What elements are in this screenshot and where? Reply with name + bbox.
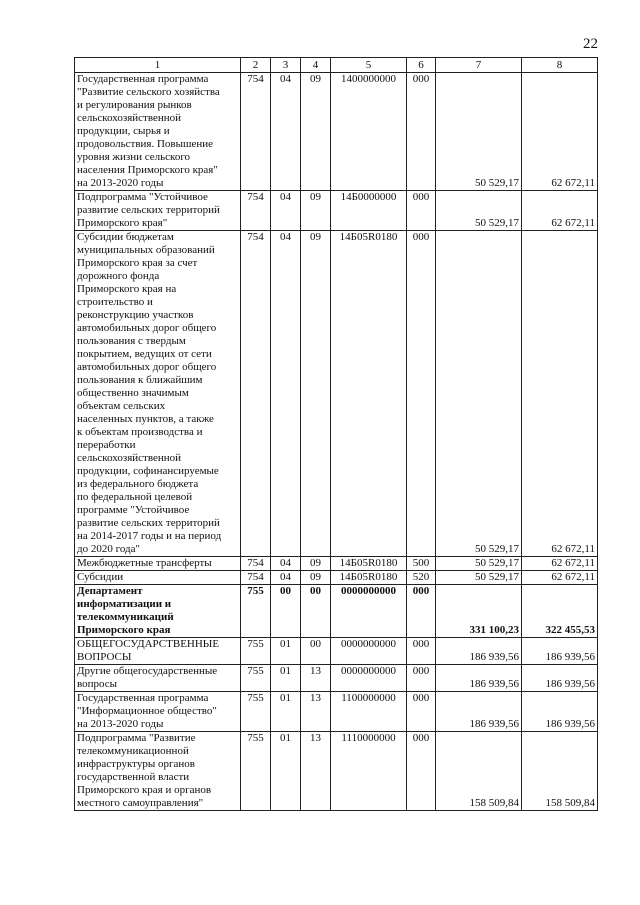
amount-col8-cell: 62 672,11 [522,231,598,557]
section-code-cell: 01 [271,665,301,692]
table-header-row [75,58,598,73]
amount-col8-cell: 322 455,53 [522,585,598,638]
column-header: 4 [301,58,331,73]
expense-type-cell: 000 [407,732,436,811]
amount-col8-cell: 158 509,84 [522,732,598,811]
expense-type-cell: 000 [407,665,436,692]
expense-type-cell: 000 [407,231,436,557]
amount-col8-cell: 186 939,56 [522,692,598,732]
column-header: 3 [271,58,301,73]
expense-type-cell: 000 [407,638,436,665]
section-code-cell: 01 [271,732,301,811]
table-row [75,585,598,638]
column-header: 1 [75,58,241,73]
expense-type-cell: 000 [407,191,436,231]
ministry-code-cell: 755 [241,638,271,665]
row-name-cell: Департамент информатизации и телекоммуникаций Приморского края [75,585,241,638]
subsection-code-cell: 00 [301,585,331,638]
table-row [75,692,598,732]
amount-col7-cell: 331 100,23 [436,585,522,638]
column-header: 7 [436,58,522,73]
ministry-code-cell: 754 [241,191,271,231]
subsection-code-cell: 13 [301,732,331,811]
amount-col7-cell: 50 529,17 [436,191,522,231]
section-code-cell: 04 [271,557,301,571]
column-header: 6 [407,58,436,73]
amount-col8-cell: 62 672,11 [522,191,598,231]
amount-col8-cell: 186 939,56 [522,638,598,665]
amount-col7-cell: 50 529,17 [436,231,522,557]
subsection-code-cell: 13 [301,665,331,692]
column-header: 8 [522,58,598,73]
ministry-code-cell: 754 [241,557,271,571]
subsection-code-cell: 09 [301,557,331,571]
ministry-code-cell: 755 [241,692,271,732]
expense-type-cell: 500 [407,557,436,571]
amount-col7-cell: 186 939,56 [436,692,522,732]
section-code-cell: 01 [271,638,301,665]
row-name-cell: Субсидии бюджетам муниципальных образований Приморского края за счет дорожного фонда Приморского края на строительство и реконструкцию участков автомобильных дорог общего пользования с твердым покрытием, ведущих от сети автомобильных дорог общего пользования к ближайшим общественно значимым объектам сельских населенных пунктов, а также к объектам производства и переработки сельскохозяйственной продукции, софинансируемые из федерального бюджета по федеральной целевой программе "Устойчивое развитие сельских территорий на 2014-2017 годы и на период до 2020 года" [75,231,241,557]
ministry-code-cell: 755 [241,665,271,692]
subsection-code-cell: 09 [301,571,331,585]
table-row [75,557,598,571]
row-name-cell: Другие общегосударственные вопросы [75,665,241,692]
expense-type-cell: 000 [407,585,436,638]
section-code-cell: 01 [271,692,301,732]
section-code-cell: 00 [271,585,301,638]
amount-col8-cell: 62 672,11 [522,571,598,585]
amount-col8-cell: 186 939,56 [522,665,598,692]
expense-type-cell: 000 [407,692,436,732]
row-name-cell: Подпрограмма "Развитие телекоммуникационной инфраструктуры органов государственной власти Приморского края и органов местного самоуправления" [75,732,241,811]
expense-type-cell: 520 [407,571,436,585]
section-code-cell: 04 [271,191,301,231]
amount-col8-cell: 62 672,11 [522,557,598,571]
row-name-cell: Межбюджетные трансферты [75,557,241,571]
target-article-cell: 14Б05R0180 [331,571,407,585]
ministry-code-cell: 754 [241,231,271,557]
target-article-cell: 14Б05R0180 [331,557,407,571]
row-name-cell: Государственная программа "Информационное общество" на 2013-2020 годы [75,692,241,732]
target-article-cell: 0000000000 [331,638,407,665]
target-article-cell: 14Б05R0180 [331,231,407,557]
section-code-cell: 04 [271,571,301,585]
target-article-cell: 0000000000 [331,665,407,692]
column-header: 5 [331,58,407,73]
amount-col7-cell: 50 529,17 [436,73,522,191]
amount-col8-cell: 62 672,11 [522,73,598,191]
target-article-cell: 1100000000 [331,692,407,732]
table-row [75,571,598,585]
column-header: 2 [241,58,271,73]
amount-col7-cell: 50 529,17 [436,571,522,585]
table-row [75,73,598,191]
row-name-cell: Субсидии [75,571,241,585]
section-code-cell: 04 [271,73,301,191]
subsection-code-cell: 09 [301,231,331,557]
subsection-code-cell: 00 [301,638,331,665]
expense-type-cell: 000 [407,73,436,191]
budget-table [74,57,598,811]
amount-col7-cell: 50 529,17 [436,557,522,571]
subsection-code-cell: 09 [301,73,331,191]
subsection-code-cell: 09 [301,191,331,231]
target-article-cell: 0000000000 [331,585,407,638]
amount-col7-cell: 186 939,56 [436,638,522,665]
table-row [75,191,598,231]
ministry-code-cell: 754 [241,73,271,191]
row-name-cell: ОБЩЕГОСУДАРСТВЕННЫЕ ВОПРОСЫ [75,638,241,665]
amount-col7-cell: 186 939,56 [436,665,522,692]
amount-col7-cell: 158 509,84 [436,732,522,811]
row-name-cell: Государственная программа "Развитие сельского хозяйства и регулирования рынков сельскохозяйственной продукции, сырья и продовольствия. Повышение уровня жизни сельского населения Приморского края" на 2013-2020 годы [75,73,241,191]
table-row [75,231,598,557]
table-row [75,665,598,692]
target-article-cell: 1400000000 [331,73,407,191]
ministry-code-cell: 755 [241,585,271,638]
row-name-cell: Подпрограмма "Устойчивое развитие сельских территорий Приморского края" [75,191,241,231]
page-number: 22 [583,36,598,52]
table-row [75,638,598,665]
target-article-cell: 1110000000 [331,732,407,811]
ministry-code-cell: 755 [241,732,271,811]
subsection-code-cell: 13 [301,692,331,732]
ministry-code-cell: 754 [241,571,271,585]
target-article-cell: 14Б0000000 [331,191,407,231]
table-row [75,732,598,811]
section-code-cell: 04 [271,231,301,557]
